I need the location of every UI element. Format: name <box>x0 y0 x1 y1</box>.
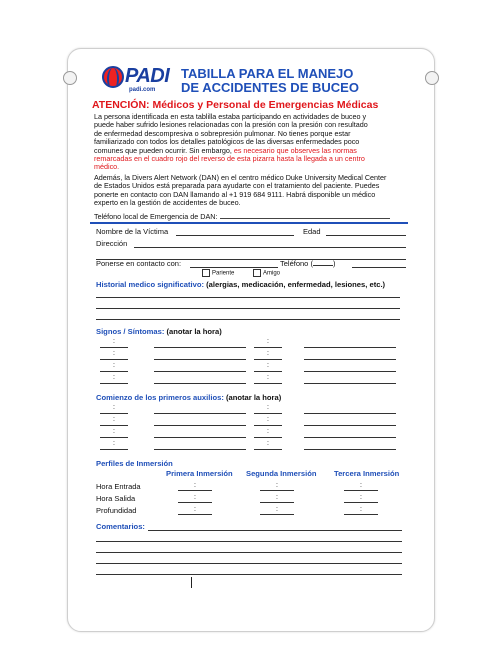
dan-paragraph <box>94 174 412 208</box>
victim-name-field[interactable] <box>176 235 294 236</box>
profile-field[interactable] <box>344 490 378 491</box>
phone-label <box>280 259 335 268</box>
observation-field[interactable] <box>304 413 396 414</box>
time-colon: : <box>267 416 269 423</box>
comments-line[interactable] <box>96 552 402 553</box>
contact-label: Ponerse en contacto con: <box>96 259 182 268</box>
signs-heading <box>96 327 222 336</box>
comments-line[interactable] <box>96 563 402 564</box>
time-field[interactable] <box>254 425 282 426</box>
observation-field[interactable] <box>304 371 396 372</box>
third-dive-header: Tercera Inmersión <box>334 469 400 478</box>
time-colon: : <box>276 494 278 501</box>
time-colon: : <box>267 350 269 357</box>
observation-field[interactable] <box>304 437 396 438</box>
history-label: Historial medico significativo: <box>96 280 205 289</box>
time-colon: : <box>113 416 115 423</box>
profile-field[interactable] <box>260 490 294 491</box>
time-colon: : <box>267 428 269 435</box>
time-colon: : <box>360 494 362 501</box>
intro-warning: remarcadas en el cuadro rojo del reverso de esta pizarra hasta la llegada a un centro <box>94 154 365 164</box>
intro-line: La persona identificada en esta tablilla estaba participando en actividades de buceo y <box>94 112 367 121</box>
profile-field[interactable] <box>178 514 212 515</box>
intro-line: comunes que pueden ocurrir. Sin embargo, <box>94 145 234 155</box>
time-field[interactable] <box>254 383 282 384</box>
time-colon: : <box>113 362 115 369</box>
time-colon: : <box>276 482 278 489</box>
time-colon: : <box>267 338 269 345</box>
victim-name-label: Nombre de la Víctima <box>96 227 169 236</box>
observation-field[interactable] <box>304 359 396 360</box>
history-line[interactable] <box>96 308 400 309</box>
dan-line: experto en la gestión de accidentes de buceo. <box>94 198 241 208</box>
intro-paragraph <box>94 113 412 172</box>
profile-row-label: Hora Salida <box>96 494 136 503</box>
dan-line: Además, la Divers Alert Network (DAN) en el centro médico Duke University Medical Center <box>94 173 387 182</box>
profile-field[interactable] <box>260 514 294 515</box>
history-heading <box>96 280 385 289</box>
time-field[interactable] <box>100 383 128 384</box>
history-line[interactable] <box>96 297 400 298</box>
time-colon: : <box>194 482 196 489</box>
friend-label: Amigo <box>263 270 281 277</box>
first-aid-heading <box>96 393 281 402</box>
comments-line[interactable] <box>148 530 402 531</box>
punch-hole-right <box>425 71 439 85</box>
observation-field[interactable] <box>154 383 246 384</box>
attention-heading: ATENCIÓN: Médicos y Personal de Emergencias Médicas <box>92 99 379 111</box>
time-field[interactable] <box>254 437 282 438</box>
padi-logo <box>102 63 182 99</box>
logo-site: padi.com <box>129 87 156 93</box>
signs-note: (anotar la hora) <box>164 327 222 336</box>
time-colon: : <box>194 506 196 513</box>
friend-option[interactable] <box>253 269 280 277</box>
address-field[interactable] <box>134 247 406 248</box>
pencil-mark <box>191 577 192 588</box>
intro-warning: médico. <box>94 162 120 172</box>
time-colon: : <box>113 374 115 381</box>
observation-field[interactable] <box>154 449 246 450</box>
time-colon: : <box>360 506 362 513</box>
dan-phone-row <box>94 212 390 221</box>
time-field[interactable] <box>100 425 128 426</box>
relative-label: Pariente <box>212 270 235 277</box>
time-colon: : <box>113 338 115 345</box>
observation-field[interactable] <box>154 425 246 426</box>
age-label: Edad <box>303 227 321 236</box>
observation-field[interactable] <box>154 437 246 438</box>
intro-line: familiarizado con todos los detalles patológicos de las diversas enfermedades poco <box>94 137 360 147</box>
intro-line: de enfermedad descompresiva o sobrepresión pulmonar. No tienes porque estar <box>94 128 351 138</box>
dan-phone-label: Teléfono local de Emergencia de DAN: <box>94 212 218 221</box>
history-note: (alergias, medicación, enfermedad, lesiones, etc.) <box>204 280 386 289</box>
dive-profiles-heading: Perfiles de Inmersión <box>96 459 173 468</box>
comments-line[interactable] <box>96 541 402 542</box>
intro-line: puede haber sufrido lesiones relacionadas con la presión con la presión con resultado <box>94 120 368 130</box>
page-title <box>181 67 421 95</box>
observation-field[interactable] <box>154 413 246 414</box>
time-colon: : <box>267 440 269 447</box>
first-aid-note: (anotar la hora) <box>223 393 282 402</box>
dan-phone-field[interactable] <box>220 218 390 219</box>
second-dive-header: Segunda Inmersión <box>246 469 317 478</box>
time-colon: : <box>360 482 362 489</box>
observation-field[interactable] <box>154 347 246 348</box>
address-label: Dirección <box>96 239 128 248</box>
time-colon: : <box>113 350 115 357</box>
phone-field[interactable] <box>352 267 406 268</box>
time-field[interactable] <box>100 449 128 450</box>
checkbox-icon[interactable] <box>202 269 210 277</box>
time-colon: : <box>267 404 269 411</box>
time-field[interactable] <box>254 347 282 348</box>
time-colon: : <box>113 428 115 435</box>
time-field[interactable] <box>100 347 128 348</box>
first-dive-header: Primera Inmersión <box>166 469 233 478</box>
time-field[interactable] <box>100 371 128 372</box>
checkbox-icon[interactable] <box>253 269 261 277</box>
punch-hole-left <box>63 71 77 85</box>
profile-field[interactable] <box>178 490 212 491</box>
observation-field[interactable] <box>304 347 396 348</box>
observation-field[interactable] <box>304 425 396 426</box>
profile-field[interactable] <box>344 502 378 503</box>
profile-field[interactable] <box>344 514 378 515</box>
comments-line[interactable] <box>96 574 402 575</box>
dan-line: ponerte en contacto con DAN llamando al +1 919 684 9111. Habrá disponible un médico <box>94 189 376 199</box>
logo-brand: PADI <box>125 65 170 87</box>
time-colon: : <box>267 362 269 369</box>
area-code-field[interactable] <box>313 265 333 266</box>
history-line[interactable] <box>96 319 400 320</box>
relative-option[interactable] <box>202 269 234 277</box>
phone-prefix: Teléfono ( <box>280 259 313 268</box>
contact-field[interactable] <box>190 267 278 268</box>
comments-heading: Comentarios: <box>96 522 145 531</box>
profile-field[interactable] <box>178 502 212 503</box>
time-field[interactable] <box>254 449 282 450</box>
age-field[interactable] <box>326 235 406 236</box>
intro-warning: es necesario que observes las normas <box>233 145 357 155</box>
time-field[interactable] <box>254 359 282 360</box>
time-field[interactable] <box>100 437 128 438</box>
profile-field[interactable] <box>260 502 294 503</box>
time-colon: : <box>194 494 196 501</box>
dan-line: de Estados Unidos está preparada para ayudarte con el tratamiento del paciente. Puedes <box>94 181 380 191</box>
time-colon: : <box>113 440 115 447</box>
accident-slate-card <box>67 48 435 632</box>
time-colon: : <box>267 374 269 381</box>
signs-label: Signos / Síntomas: <box>96 327 165 336</box>
time-field[interactable] <box>254 413 282 414</box>
time-field[interactable] <box>100 359 128 360</box>
time-field[interactable] <box>100 413 128 414</box>
section-divider <box>90 222 408 224</box>
profile-row-label: Hora Entrada <box>96 482 141 491</box>
title-line-1: TABILLA PARA EL MANEJO <box>181 66 354 81</box>
time-field[interactable] <box>254 371 282 372</box>
phone-paren: ) <box>332 259 336 268</box>
observation-field[interactable] <box>154 359 246 360</box>
first-aid-label: Comienzo de los primeros auxilios: <box>96 393 224 402</box>
globe-icon <box>102 66 124 88</box>
observation-field[interactable] <box>304 449 396 450</box>
observation-field[interactable] <box>304 383 396 384</box>
title-line-2: DE ACCIDENTES DE BUCEO <box>181 80 359 95</box>
profile-row-label: Profundidad <box>96 506 137 515</box>
time-colon: : <box>276 506 278 513</box>
observation-field[interactable] <box>154 371 246 372</box>
time-colon: : <box>113 404 115 411</box>
